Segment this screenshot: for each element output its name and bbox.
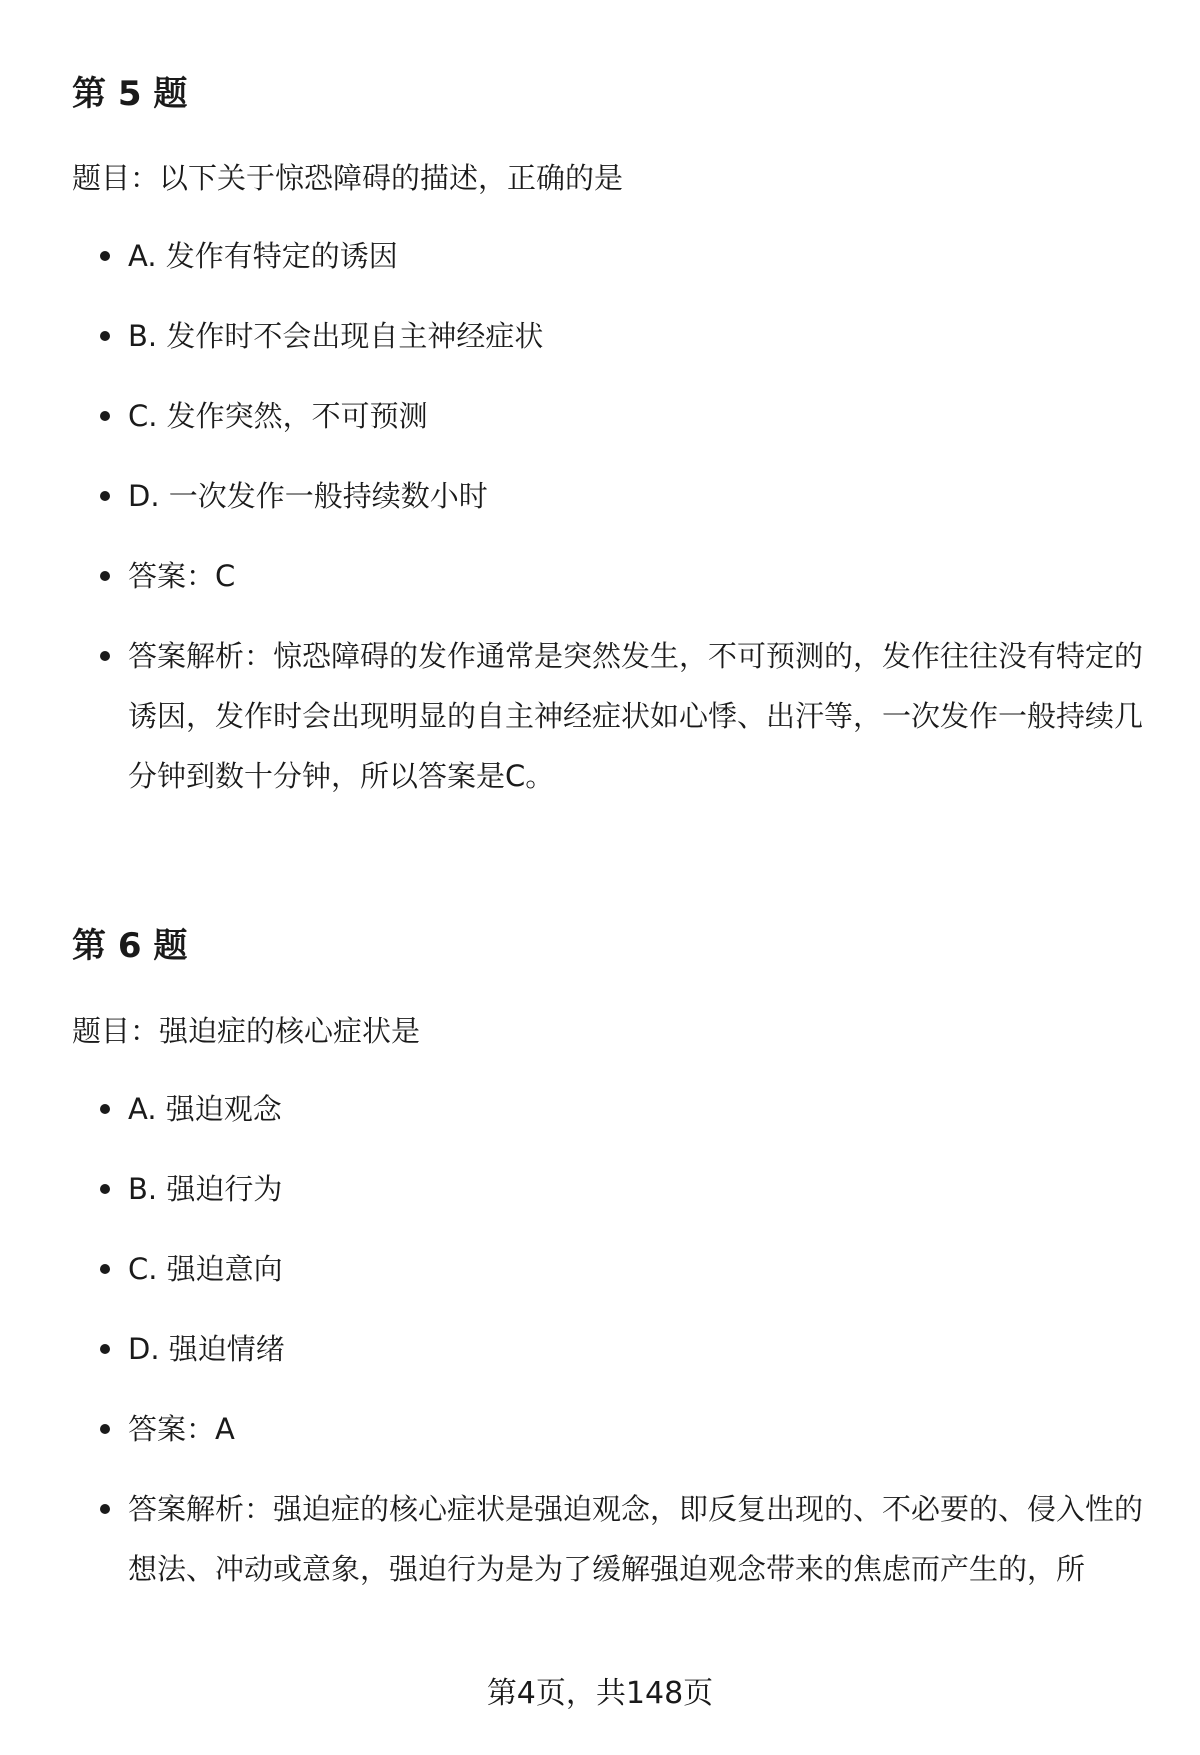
question-6-option-b: B. 强迫行为 <box>128 1159 1143 1219</box>
question-5-explanation: 答案解析：惊恐障碍的发作通常是突然发生，不可预测的，发作往往没有特定的诱因，发作时会出现明显的自主神经症状如心悸、出汗等，一次发作一般持续几分钟到数十分钟，所以答案是C。 <box>128 626 1143 806</box>
question-6-answer: 答案：A <box>128 1399 1143 1459</box>
question-5-option-c: C. 发作突然，不可预测 <box>128 386 1143 446</box>
question-5-heading: 第 5 题 <box>72 74 188 114</box>
question-5-answer: 答案：C <box>128 546 1143 606</box>
question-6-heading: 第 6 题 <box>72 926 188 966</box>
question-6-explanation: 答案解析：强迫症的核心症状是强迫观念，即反复出现的、不必要的、侵入性的想法、冲动或意象，强迫行为是为了缓解强迫观念带来的焦虑而产生的，所 <box>128 1479 1143 1599</box>
question-6-text: 题目：强迫症的核心症状是 <box>72 1014 421 1048</box>
question-5-option-d: D. 一次发作一般持续数小时 <box>128 466 1143 526</box>
question-5-option-a: A. 发作有特定的诱因 <box>128 226 1143 286</box>
question-6-option-c: C. 强迫意向 <box>128 1239 1143 1299</box>
question-5-option-b: B. 发作时不会出现自主神经症状 <box>128 306 1143 366</box>
question-5-text: 题目：以下关于惊恐障碍的描述，正确的是 <box>72 161 624 195</box>
question-6-option-a: A. 强迫观念 <box>128 1079 1143 1139</box>
question-6-option-d: D. 强迫情绪 <box>128 1319 1143 1379</box>
page-number-footer: 第4页，共148页 <box>486 1676 714 1711</box>
